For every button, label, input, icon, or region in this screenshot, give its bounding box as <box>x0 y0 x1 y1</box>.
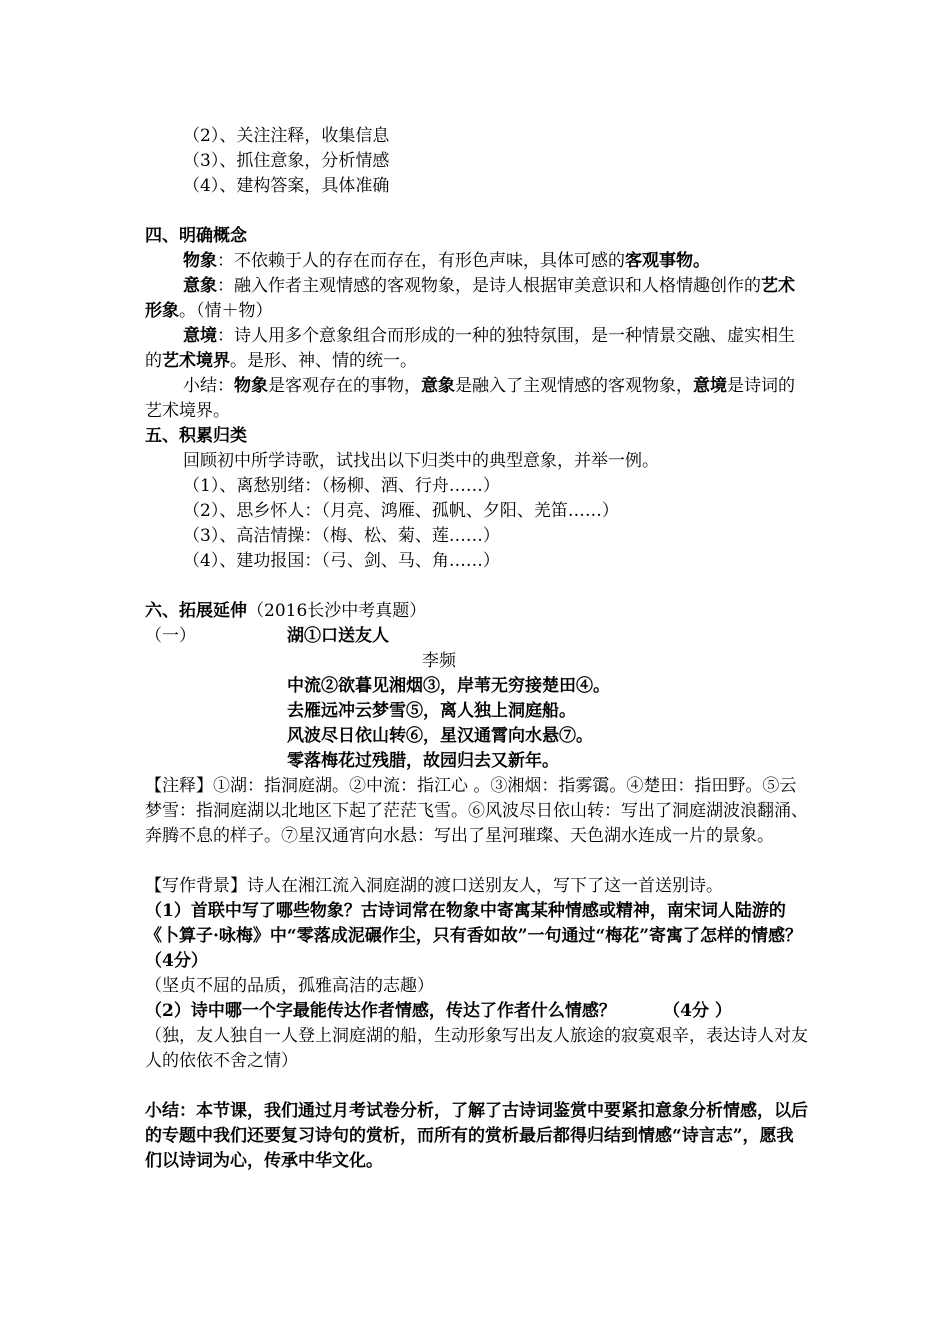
def-yijing-text: ：诗人用多个意象组合而形成的一种的独特氛围，是一种情景交融、虚实相生的 <box>145 326 795 371</box>
poem-title: 湖①口送友人 <box>287 626 389 646</box>
def-yijing <box>145 324 810 374</box>
poem-line: 风波尽日依山转⑥，星汉通霄向水悬⑦。 <box>287 726 593 746</box>
def-yixiang-text: ：融入作者主观情感的客观物象，是诗人根据审美意识和人格情趣创作的 <box>217 276 761 296</box>
poem-line: 去雁远冲云梦雪⑤，离人独上洞庭船。 <box>287 701 576 721</box>
def-wuxiang-key: 客观事物。 <box>625 251 710 271</box>
answer-2: （独，友人独自一人登上洞庭湖的船，生动形象写出友人旅途的寂寞艰辛，表达诗人对友人的依依不舍之情） <box>145 1026 808 1071</box>
poem-line: 零落梅花过残腊，故园归去又新年。 <box>287 751 559 771</box>
section-5-heading: 五、积累归类 <box>145 426 247 446</box>
step-3: （3）、抓住意象，分析情感 <box>183 151 390 171</box>
term-yixiang: 意象 <box>183 276 217 296</box>
summary-yijing: 意境 <box>693 376 727 396</box>
category-item: （1）、离愁别绪：（杨柳、酒、行舟……） <box>183 476 500 496</box>
poem-author: 李频 <box>422 651 456 671</box>
summary-text-1: 是客观存在的事物， <box>268 376 421 396</box>
question-2: （2）诗中哪一个字最能传达作者情感，传达了作者什么情感？ （4分 ） <box>145 1001 732 1021</box>
summary-label: 小结： <box>183 376 234 396</box>
poem-line: 中流②欲暮见湘烟③，岸苇无穷接楚田④。 <box>287 676 610 696</box>
category-item: （2）、思乡怀人：（月亮、鸿雁、孤帆、夕阳、羌笛……） <box>183 501 619 521</box>
def-wuxiang-text: ：不依赖于人的存在而存在，有形色声味，具体可感的 <box>217 251 625 271</box>
summary-yixiang: 意象 <box>421 376 455 396</box>
section-6-note: （2016长沙中考真题） <box>247 601 427 621</box>
summary-text-2: 是融入了主观情感的客观物象， <box>455 376 693 396</box>
def-yixiang-tail: 。（情＋物） <box>179 301 273 321</box>
step-2: （2）、关注注释，收集信息 <box>183 126 390 146</box>
category-item: （3）、高洁情操：（梅、松、菊、莲……） <box>183 526 500 546</box>
summary-wuxiang: 物象 <box>234 376 268 396</box>
question-1: （1）首联中写了哪些物象？古诗词常在物象中寄寓某种情感或精神，南宋词人陆游的《卜算子·咏梅》中“零落成泥碾作尘，只有香如故”一句通过“梅花”寄寓了怎样的情感？（4分） <box>145 901 803 971</box>
term-yijing: 意境 <box>183 326 217 346</box>
category-item: （4）、建功报国：（弓、剑、马、角……） <box>183 551 500 571</box>
term-wuxiang: 物象 <box>183 251 217 271</box>
lesson-summary: 小结：本节课，我们通过月考试卷分析，了解了古诗词鉴赏中要紧扣意象分析情感，以后的专题中我们还要复习诗句的赏析，而所有的赏析最后都得归结到情感“诗言志”，愿我们以诗词为心，传承中华文化。 <box>145 1101 808 1171</box>
def-yixiang <box>145 274 810 324</box>
def-yijing-key: 艺术境界 <box>162 351 230 371</box>
part-label: （一） <box>145 626 196 646</box>
section-6-heading: 六、拓展延伸 <box>145 601 247 621</box>
def-yixiang-key: 艺术形象 <box>145 276 795 321</box>
poem-notes: 【注释】①湖：指洞庭湖。②中流：指江心 。③湘烟：指雾霭。④楚田：指田野。⑤云梦雪：指洞庭湖以北地区下起了茫茫飞雪。⑥风波尽日依山转：写出了洞庭湖波浪翻涌、奔腾不息的样子。⑦星汉通宵向水悬：写出了星河璀璨、天色湖水连成一片的景象。 <box>145 776 808 846</box>
writing-background: 【写作背景】诗人在湘江流入洞庭湖的渡口送别友人，写下了这一首送别诗。 <box>145 876 723 896</box>
def-wuxiang <box>183 249 848 274</box>
section-4-heading: 四、明确概念 <box>145 226 247 246</box>
section-4-summary <box>145 374 810 424</box>
section-6-heading-line <box>145 599 810 624</box>
section-5-intro: 回顾初中所学诗歌，试找出以下归类中的典型意象，并举一例。 <box>183 451 659 471</box>
answer-1: （坚贞不屈的品质，孤雅高洁的志趣） <box>145 976 434 996</box>
def-yijing-tail: 。是形、神、情的统一。 <box>230 351 417 371</box>
step-4: （4）、建构答案，具体准确 <box>183 176 390 196</box>
summary-text-3: 是诗词的艺术境界。 <box>145 376 795 421</box>
